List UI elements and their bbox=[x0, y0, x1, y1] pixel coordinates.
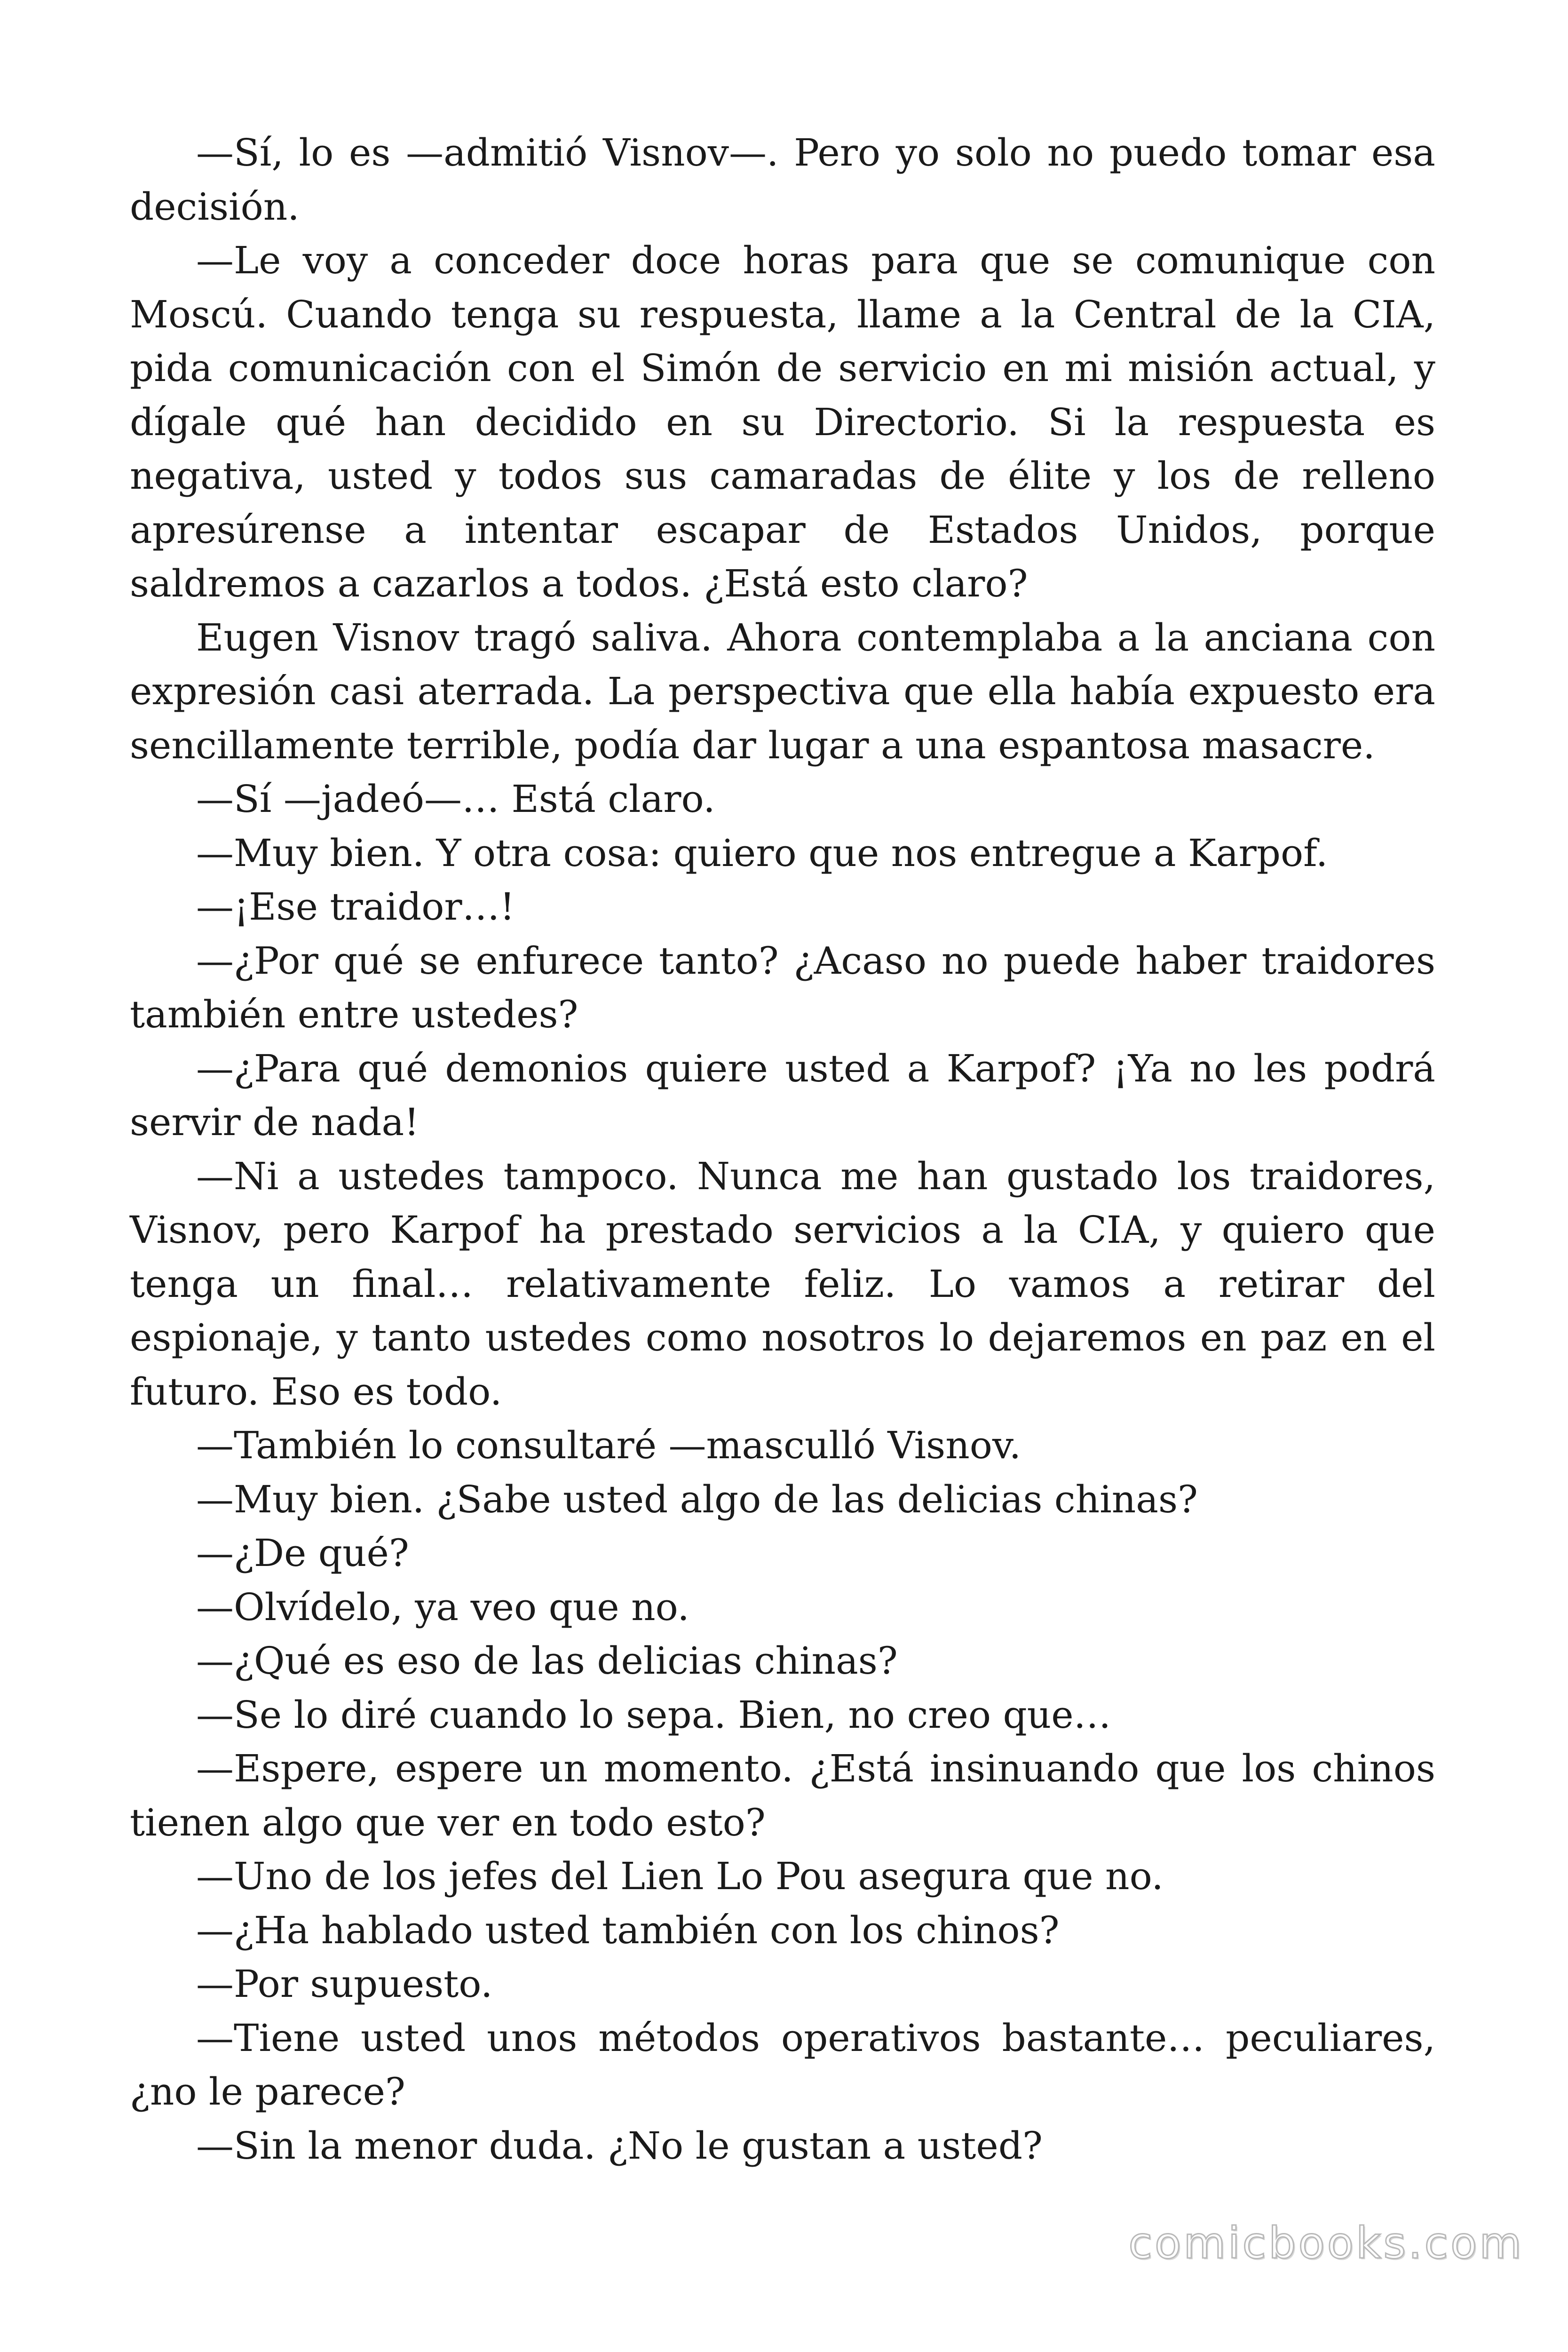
paragraph: —También lo consultaré —masculló Visnov. bbox=[196, 1423, 1022, 1467]
paragraph: —Sin la menor duda. ¿No le gustan a usted? bbox=[196, 2123, 1043, 2168]
paragraph: —Muy bien. Y otra cosa: quiero que nos entregue a Karpof. bbox=[196, 831, 1328, 875]
paragraph: —Muy bien. ¿Sabe usted algo de las delicias chinas? bbox=[196, 1477, 1198, 1521]
paragraph: —¿De qué? bbox=[196, 1531, 409, 1575]
paragraph: —Espere, espere un momento. ¿Está insinuando que los chinos tienen algo que ver en todo esto? bbox=[130, 1747, 1435, 1844]
paragraph: —Sí, lo es —admitió Visnov—. Pero yo solo no puedo tomar esa decisión. bbox=[130, 131, 1435, 229]
paragraph: —Le voy a conceder doce horas para que se comunique con Moscú. Cuando tenga su respuesta, llame a la Central de la CIA, pida comunicación con el Simón de servicio en mi misión actual, y dígale qué han decidido en su Directorio. Si la respuesta es negativa, usted y todos sus camaradas de élite y los de relleno apresúrense a intentar escapar de Estados Unidos, porque saldremos a cazarlos a todos. ¿Está esto claro? bbox=[130, 238, 1435, 605]
body-text bbox=[130, 126, 1435, 2173]
paragraph: —¿Por qué se enfurece tanto? ¿Acaso no puede haber traidores también entre ustedes? bbox=[130, 938, 1435, 1036]
paragraph: —Por supuesto. bbox=[196, 1962, 493, 2006]
paragraph: —¿Para qué demonios quiere usted a Karpof? ¡Ya no les podrá servir de nada! bbox=[130, 1046, 1435, 1144]
watermark: comicbooks.com bbox=[1128, 2218, 1524, 2268]
paragraph: —Olvídelo, ya veo que no. bbox=[196, 1585, 689, 1629]
paragraph: —Sí —jadeó—… Está claro. bbox=[196, 777, 715, 821]
paragraph: —Tiene usted unos métodos operativos bastante… peculiares, ¿no le parece? bbox=[130, 2016, 1435, 2114]
paragraph: —¿Qué es eso de las delicias chinas? bbox=[196, 1639, 898, 1683]
paragraph: —Ni a ustedes tampoco. Nunca me han gustado los traidores, Visnov, pero Karpof ha prestado servicios a la CIA, y quiero que tenga un final… relativamente feliz. Lo vamos a retirar del espionaje, y tanto ustedes como nosotros lo dejaremos en paz en el futuro. Eso es todo. bbox=[130, 1154, 1435, 1414]
paragraph: Eugen Visnov tragó saliva. Ahora contemplaba a la anciana con expresión casi aterrada. La perspectiva que ella había expuesto era sencillamente terrible, podía dar lugar a una espantosa masacre. bbox=[130, 615, 1435, 767]
paragraph: —Uno de los jefes del Lien Lo Pou asegura que no. bbox=[196, 1854, 1164, 1898]
paragraph: —Se lo diré cuando lo sepa. Bien, no creo que… bbox=[196, 1692, 1111, 1737]
paragraph: —¡Ese traidor…! bbox=[196, 885, 515, 929]
paragraph: —¿Ha hablado usted también con los chinos? bbox=[196, 1908, 1060, 1952]
